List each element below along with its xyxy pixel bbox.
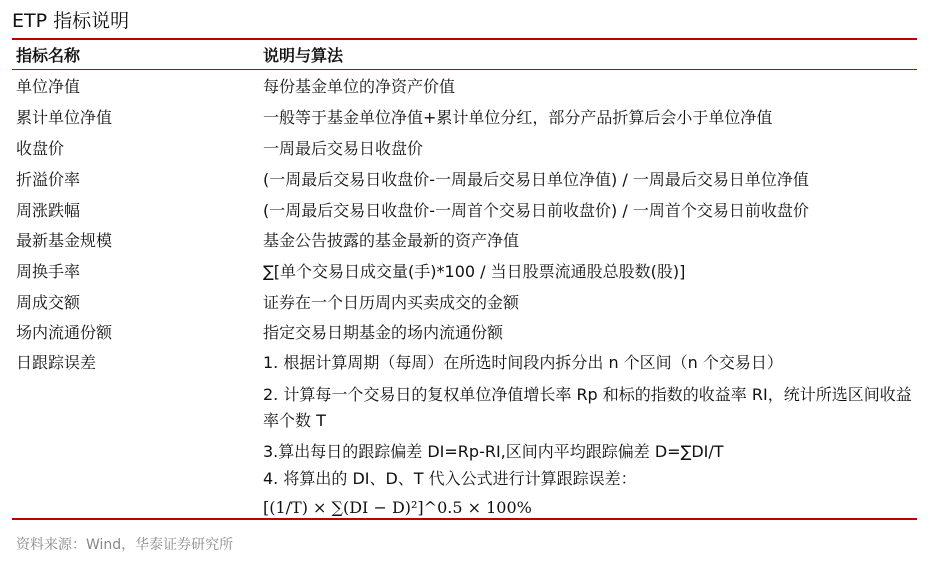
bottom-divider (12, 518, 917, 520)
header-indicator-name: 指标名称 (16, 46, 81, 65)
header-divider (12, 69, 917, 70)
row-name: 折溢价率 (16, 170, 81, 189)
row-name: 最新基金规模 (16, 231, 113, 250)
source-note: 资料来源：Wind，华泰证券研究所 (16, 537, 234, 553)
header-description: 说明与算法 (263, 46, 344, 65)
page-title: ETP 指标说明 (12, 10, 130, 32)
row-desc: 证券在一个日历周内买卖成交的金额 (263, 293, 520, 312)
tracking-error-formula: [(1/T) × ∑(DI − D)²]^0.5 × 100% (263, 498, 532, 517)
row-name: 累计单位净值 (16, 108, 113, 127)
row-name: 周成交额 (16, 293, 81, 312)
top-divider (12, 38, 917, 40)
row-desc: 一周最后交易日收盘价 (263, 139, 424, 158)
row-desc: 基金公告披露的基金最新的资产净值 (263, 231, 520, 250)
row-desc: 指定交易日期基金的场内流通份额 (263, 323, 504, 342)
row-name: 周涨跌幅 (16, 201, 81, 220)
tracking-step-1: 1. 根据计算周期（每周）在所选时间段内拆分出 n 个区间（n 个交易日） (263, 353, 783, 372)
tracking-step-3: 3.算出每日的跟踪偏差 DI=Rp-RI,区间内平均跟踪偏差 D=∑DI/T (263, 442, 724, 461)
row-desc: (一周最后交易日收盘价-一周首个交易日前收盘价) / 一周首个交易日前收盘价 (263, 201, 809, 220)
row-desc: ∑[单个交易日成交量(手)*100 / 当日股票流通股总股数(股)] (263, 262, 686, 281)
row-name: 日跟踪误差 (16, 353, 97, 372)
row-name: 周换手率 (16, 262, 81, 281)
row-name: 场内流通份额 (16, 323, 113, 342)
row-desc: 一般等于基金单位净值+累计单位分红，部分产品折算后会小于单位净值 (263, 108, 773, 127)
row-name: 收盘价 (16, 139, 65, 158)
tracking-step-4: 4. 将算出的 DI、D、T 代入公式进行计算跟踪误差： (263, 469, 637, 488)
tracking-step-2: 2. 计算每一个交易日的复权单位净值增长率 Rp 和标的指数的收益率 RI，统计所选区间收益率个数 T (263, 385, 912, 430)
row-desc: 每份基金单位的净资产价值 (263, 77, 456, 96)
row-name: 单位净值 (16, 77, 81, 96)
row-desc: (一周最后交易日收盘价-一周最后交易日单位净值) / 一周最后交易日单位净值 (263, 170, 809, 189)
